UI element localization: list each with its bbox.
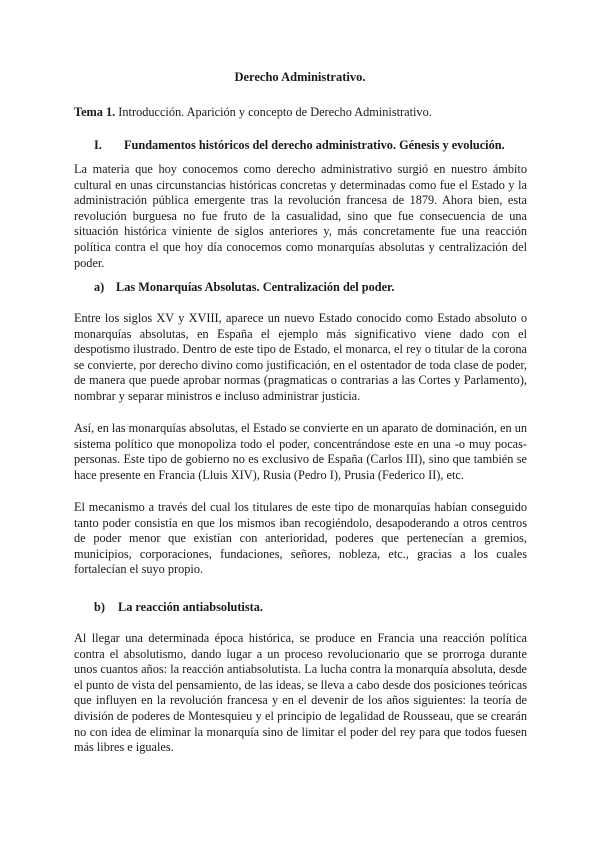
section-number: I.: [94, 138, 102, 152]
tema-text: Introducción. Aparición y concepto de Derecho Administrativo.: [115, 105, 432, 119]
tema-line: [74, 105, 432, 120]
section-heading-1: [94, 138, 505, 153]
subsection-heading-a: [94, 280, 394, 295]
paragraph-3: Así, en las monarquías absolutas, el Estado se convierte en un aparato de dominación, en un sistema político que monopoliza todo el poder, concentrándose este en una -o muy pocas-personas. Este tipo de gobierno no es exclusivo de España (Carlos III), sino que también se hace presente en Francia (Lluis XIV), Rusia (Pedro I), Prusia (Federico II), etc.: [74, 421, 527, 482]
subsection-number-a: a): [94, 280, 105, 294]
subsection-number-b: b): [94, 600, 105, 614]
subsection-heading-text-b: La reacción antiabsolutista.: [118, 600, 263, 614]
subsection-heading-b: [94, 600, 263, 615]
paragraph-5: Al llegar una determinada época histórica, se produce en Francia una reacción política contra el absolutismo, dando lugar a un proceso revolucionario que se prorroga durante unos cuantos años: la reacción antiabsolutista. La lucha contra la monarquía absoluta, desde el punto de vista del pensamiento, de las ideas, se lleva a cabo desde dos posiciones teóricas que influyen en la revolución francesa y en el devenir de los años siguientes: la teoría de división de poderes de Montesquieu y el principio de legalidad de Rousseau, que se crearán no con idea de eliminar la monarquía sino de limitar el poder del rey para que todos fuesen más libres e iguales.: [74, 631, 527, 755]
tema-label: Tema 1.: [74, 105, 116, 119]
paragraph-4: El mecanismo a través del cual los titulares de este tipo de monarquías habían conseguido tanto poder consistía en que los mismos iban recogiéndolo, desapoderando a otros centros de poder menor que existían con anterioridad, poderes que pertenecían a gremios, municipios, corporaciones, fundaciones, señores, nobleza, etc., gracias a los cuales fortalecían el suyo propio.: [74, 500, 527, 577]
section-heading-text: Fundamentos históricos del derecho administrativo. Génesis y evolución.: [124, 138, 505, 152]
paragraph-2: Entre los siglos XV y XVIII, aparece un nuevo Estado conocido como Estado absoluto o monarquías absolutas, en España el ejemplo más significativo viene dado con el despotismo ilustrado. Dentro de este tipo de Estado, el monarca, el rey o titular de la corona se convierte, por derecho divino como justificación, en el ostentador de toda clase de poder, de manera que puede aprobar normas (pragmaticas o contrarias a las Cortes y Parlamento), nombrar y separar ministros e incluso administrar justicia.: [74, 311, 527, 403]
document-title: Derecho Administrativo.: [234, 70, 366, 84]
paragraph-1: La materia que hoy conocemos como derecho administrativo surgió en nuestro ámbito cultural en unas circunstancias históricas concretas y determinadas como fue el Estado y la administración pública emergente tras la revolución francesa de 1879. Ahora bien, esta revolución burguesa no fue fruto de la casualidad, sino que fue consecuencia de una situación histórica viniente de siglos anteriores y, más concretamente fue una reacción política contra el que hoy día conocemos como monarquías absolutas y centralización del poder.: [74, 162, 527, 270]
subsection-heading-text-a: Las Monarquías Absolutas. Centralización del poder.: [116, 280, 395, 294]
